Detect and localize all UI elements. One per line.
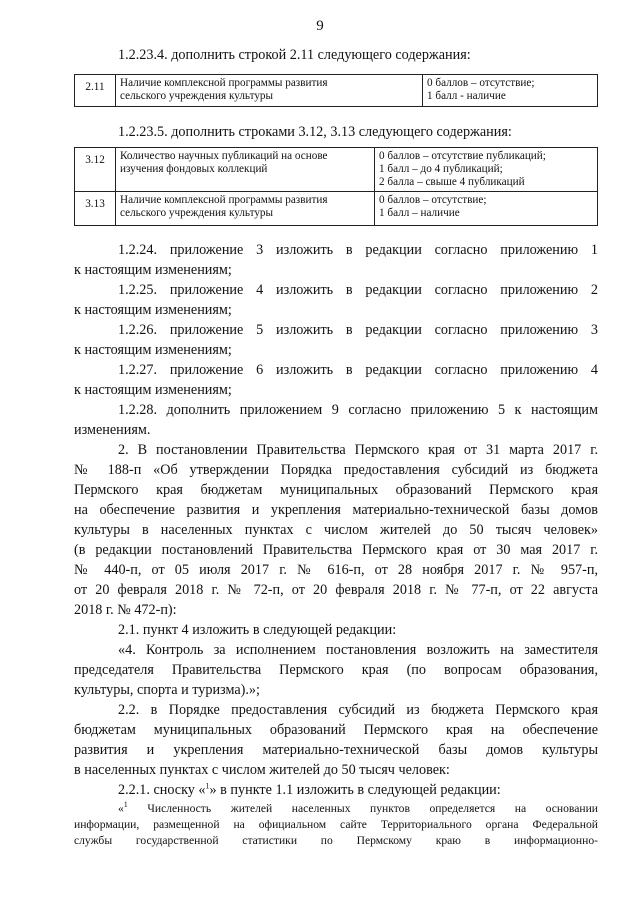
text-line: № 188-п «Об утверждении Порядка предоставления субсидий из бюджета (74, 462, 598, 478)
footnote-line: службы государственной статистики по Пермскому краю в информационно- (74, 834, 598, 847)
table-cell: 0 баллов – отсутствие; 1 балл - наличие (423, 75, 598, 107)
table-cell: 3.12 (75, 148, 116, 192)
page-number: 9 (316, 18, 324, 34)
footnote-line: информации, размещенной на официальном сайте Территориального органа Федеральной (74, 818, 598, 831)
text-line: председателя Правительства Пермского края (по вопросам образования, (74, 662, 598, 678)
text-line: культуры в населенных пунктах с числом жителей до 50 тысяч человек» (74, 522, 598, 538)
text-line: бюджетам муниципальных образований Пермского края на обеспечение (74, 722, 598, 738)
text-line: 2. В постановлении Правительства Пермского края от 31 марта 2017 г. (118, 442, 598, 458)
text-line: 1.2.23.5. дополнить строками 3.12, 3.13 следующего содержания: (118, 124, 512, 140)
text-line: развития и укрепления материально-технической базы домов культуры (74, 742, 598, 758)
text-line: от 20 февраля 2018 г. № 72-п, от 20 февраля 2018 г. № 77-п, от 22 августа (74, 582, 598, 598)
table-2 (74, 147, 598, 226)
table-row (75, 75, 598, 107)
text-line: 1.2.25. приложение 4 изложить в редакции согласно приложению 2 (118, 282, 598, 298)
text-line: (в редакции постановлений Правительства Пермского края от 30 мая 2017 г. (74, 542, 598, 558)
table-1 (74, 74, 598, 107)
table-cell: Наличие комплексной программы развития сельского учреждения культуры (116, 192, 375, 226)
text-line: 1.2.28. дополнить приложением 9 согласно приложению 5 к настоящим (118, 402, 598, 418)
table-cell: Количество научных публикаций на основе изучения фондовых коллекций (116, 148, 375, 192)
text-line: в населенных пунктах с числом жителей до 50 тысяч человек: (74, 762, 450, 778)
text-line: 1.2.27. приложение 6 изложить в редакции согласно приложению 4 (118, 362, 598, 378)
text-line: 2.1. пункт 4 изложить в следующей редакции: (118, 622, 397, 638)
table-cell: Наличие комплексной программы развития сельского учреждения культуры (116, 75, 423, 107)
text-line: 2.2.1. сноску «$^1$» в пункте 1.1 изложить в следующей редакции: (118, 781, 501, 798)
text-line: к настоящим изменениям; (74, 342, 232, 358)
text-line: к настоящим изменениям; (74, 262, 232, 278)
text-line: 1.2.26. приложение 5 изложить в редакции согласно приложению 3 (118, 322, 598, 338)
text-line: 2.2. в Порядке предоставления субсидий из бюджета Пермского края (118, 702, 598, 718)
table-cell: 2.11 (75, 75, 116, 107)
text-line: № 440-п, от 05 июля 2017 г. № 616-п, от 28 ноября 2017 г. № 957-п, (74, 562, 598, 578)
text-line: к настоящим изменениям; (74, 302, 232, 318)
table-cell: 0 баллов – отсутствие; 1 балл – наличие (375, 192, 598, 226)
text-line: изменениям. (74, 422, 151, 438)
text-line: «4. Контроль за исполнением постановления возложить на заместителя (118, 642, 598, 658)
table-cell: 0 баллов – отсутствие публикаций; 1 балл – до 4 публикаций; 2 балла – свыше 4 публикаций (375, 148, 598, 192)
text-line: к настоящим изменениям; (74, 382, 232, 398)
footnote-line: «$^1$ Численность жителей населенных пунктов определяется на основании (118, 800, 598, 815)
table-row (75, 192, 598, 226)
text-line: 1.2.24. приложение 3 изложить в редакции согласно приложению 1 (118, 242, 598, 258)
text-line: 1.2.23.4. дополнить строкой 2.11 следующего содержания: (118, 47, 471, 63)
text-line: 2018 г. № 472-п): (74, 602, 177, 618)
text-line: культуры, спорта и туризма).»; (74, 682, 260, 698)
text-line: на обеспечение развития и укрепления материально-технической базы домов (74, 502, 598, 518)
table-row (75, 148, 598, 192)
table-cell: 3.13 (75, 192, 116, 226)
text-line: Пермского края бюджетам муниципальных образований Пермского края (74, 482, 598, 498)
